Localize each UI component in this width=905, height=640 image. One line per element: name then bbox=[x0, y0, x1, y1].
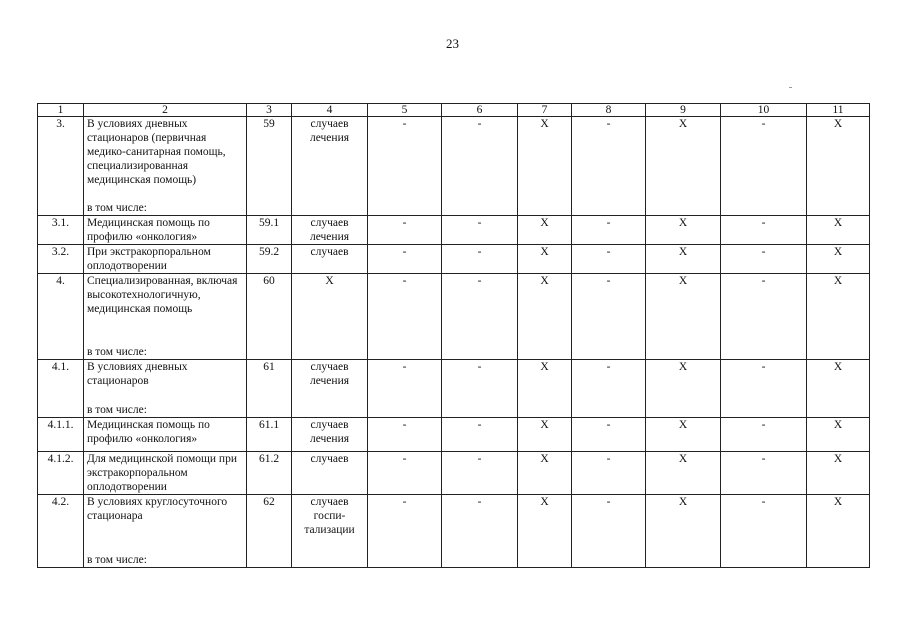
row-value-cell: - bbox=[572, 418, 646, 452]
column-number-cell: 2 bbox=[84, 104, 247, 117]
statistics-table bbox=[37, 103, 870, 568]
table-row bbox=[38, 117, 870, 216]
row-value-cell: - bbox=[721, 245, 807, 274]
row-unit-cell: случаев bbox=[292, 452, 368, 495]
row-unit-cell: случаев bbox=[292, 245, 368, 274]
row-value-cell: Х bbox=[807, 245, 870, 274]
row-value-cell: - bbox=[368, 274, 442, 360]
row-value-cell: - bbox=[368, 245, 442, 274]
column-number-cell: 8 bbox=[572, 104, 646, 117]
row-value-cell: - bbox=[572, 245, 646, 274]
row-value-cell: Х bbox=[646, 360, 721, 418]
row-unit-cell: случаев лечения bbox=[292, 418, 368, 452]
row-number-cell: 4.2. bbox=[38, 495, 84, 568]
row-code-cell: 59.2 bbox=[247, 245, 292, 274]
row-value-cell: Х bbox=[518, 452, 572, 495]
row-value-cell: - bbox=[442, 274, 518, 360]
table-row bbox=[38, 418, 870, 452]
row-value-cell: Х bbox=[807, 216, 870, 245]
table-row bbox=[38, 245, 870, 274]
row-name-cell bbox=[84, 117, 247, 216]
row-value-cell: - bbox=[721, 495, 807, 568]
column-number-cell: 5 bbox=[368, 104, 442, 117]
column-number-cell: 7 bbox=[518, 104, 572, 117]
row-code-cell: 60 bbox=[247, 274, 292, 360]
row-value-cell: - bbox=[442, 418, 518, 452]
row-number-cell: 4.1. bbox=[38, 360, 84, 418]
row-name-text: При экстракорпоральном оплодотворении bbox=[87, 246, 211, 272]
row-number-cell: 3. bbox=[38, 117, 84, 216]
row-value-cell: - bbox=[368, 117, 442, 216]
row-value-cell: - bbox=[721, 117, 807, 216]
row-subtext: в том числе: bbox=[87, 202, 147, 214]
row-name-text: В условиях круглосуточного стационара bbox=[87, 496, 228, 522]
row-value-cell: Х bbox=[518, 245, 572, 274]
row-unit-cell: случаев лечения bbox=[292, 360, 368, 418]
row-value-cell: - bbox=[721, 418, 807, 452]
row-name-text: Медицинская помощь по профилю «онкология» bbox=[87, 217, 210, 243]
row-value-cell: Х bbox=[646, 452, 721, 495]
row-unit-cell: Х bbox=[292, 274, 368, 360]
row-number-cell: 4. bbox=[38, 274, 84, 360]
row-value-cell: Х bbox=[646, 495, 721, 568]
row-value-cell: Х bbox=[518, 360, 572, 418]
row-name-cell bbox=[84, 360, 247, 418]
row-number-cell: 4.1.1. bbox=[38, 418, 84, 452]
row-value-cell: - bbox=[721, 216, 807, 245]
row-name-cell bbox=[84, 452, 247, 495]
column-number-cell: 9 bbox=[646, 104, 721, 117]
row-number-cell: 3.2. bbox=[38, 245, 84, 274]
row-value-cell: Х bbox=[807, 495, 870, 568]
row-code-cell: 61 bbox=[247, 360, 292, 418]
column-number-cell: 10 bbox=[721, 104, 807, 117]
row-value-cell: - bbox=[368, 495, 442, 568]
table-row bbox=[38, 216, 870, 245]
row-name-cell bbox=[84, 216, 247, 245]
row-value-cell: Х bbox=[807, 117, 870, 216]
row-name-text: Для медицинской помощи при экстракорпоральном оплодотворении bbox=[87, 453, 237, 493]
table-row bbox=[38, 360, 870, 418]
row-value-cell: - bbox=[442, 216, 518, 245]
column-number-row bbox=[38, 104, 870, 117]
row-subtext: в том числе: bbox=[87, 554, 147, 566]
row-value-cell: - bbox=[442, 360, 518, 418]
row-name-cell bbox=[84, 274, 247, 360]
row-value-cell: - bbox=[721, 360, 807, 418]
row-value-cell: Х bbox=[646, 216, 721, 245]
page-number: 23 bbox=[446, 36, 459, 51]
row-code-cell: 62 bbox=[247, 495, 292, 568]
row-value-cell: Х bbox=[518, 274, 572, 360]
row-value-cell: - bbox=[572, 495, 646, 568]
column-number-cell: 6 bbox=[442, 104, 518, 117]
row-value-cell: - bbox=[721, 274, 807, 360]
table-row bbox=[38, 274, 870, 360]
row-name-text: Медицинская помощь по профилю «онкология» bbox=[87, 419, 210, 445]
row-value-cell: Х bbox=[807, 360, 870, 418]
table-row bbox=[38, 495, 870, 568]
row-code-cell: 59.1 bbox=[247, 216, 292, 245]
row-value-cell: Х bbox=[646, 117, 721, 216]
row-value-cell: - bbox=[572, 452, 646, 495]
row-value-cell: Х bbox=[518, 117, 572, 216]
row-name-text: В условиях дневных стационаров bbox=[87, 361, 188, 387]
table-row bbox=[38, 452, 870, 495]
row-name-text: В условиях дневных стационаров (первичная медико-санитарная помощь, специализированная медицинская помощь) bbox=[87, 118, 226, 186]
row-value-cell: - bbox=[368, 452, 442, 495]
row-name-cell bbox=[84, 245, 247, 274]
row-value-cell: - bbox=[442, 495, 518, 568]
row-unit-cell: случаев лечения bbox=[292, 216, 368, 245]
row-value-cell: - bbox=[442, 245, 518, 274]
row-subtext: в том числе: bbox=[87, 346, 147, 358]
row-value-cell: - bbox=[442, 452, 518, 495]
column-number-cell: 4 bbox=[292, 104, 368, 117]
row-number-cell: 4.1.2. bbox=[38, 452, 84, 495]
row-value-cell: - bbox=[721, 452, 807, 495]
scan-artifact-mark bbox=[789, 87, 792, 88]
row-code-cell: 61.1 bbox=[247, 418, 292, 452]
row-code-cell: 59 bbox=[247, 117, 292, 216]
row-number-cell: 3.1. bbox=[38, 216, 84, 245]
row-value-cell: Х bbox=[518, 495, 572, 568]
row-value-cell: Х bbox=[807, 274, 870, 360]
column-number-cell: 1 bbox=[38, 104, 84, 117]
row-value-cell: - bbox=[572, 216, 646, 245]
row-subtext: в том числе: bbox=[87, 404, 147, 416]
row-value-cell: Х bbox=[646, 274, 721, 360]
row-name-cell bbox=[84, 418, 247, 452]
row-value-cell: - bbox=[368, 360, 442, 418]
row-value-cell: Х bbox=[518, 418, 572, 452]
row-value-cell: Х bbox=[807, 452, 870, 495]
row-value-cell: - bbox=[368, 418, 442, 452]
column-number-cell: 11 bbox=[807, 104, 870, 117]
row-value-cell: Х bbox=[646, 245, 721, 274]
row-unit-cell: случаев лечения bbox=[292, 117, 368, 216]
row-value-cell: Х bbox=[807, 418, 870, 452]
row-name-cell bbox=[84, 495, 247, 568]
row-value-cell: Х bbox=[646, 418, 721, 452]
row-value-cell: - bbox=[442, 117, 518, 216]
column-number-cell: 3 bbox=[247, 104, 292, 117]
row-value-cell: Х bbox=[518, 216, 572, 245]
row-value-cell: - bbox=[572, 274, 646, 360]
row-name-text: Специализированная, включая высокотехнологичную, медицинская помощь bbox=[87, 275, 238, 315]
row-value-cell: - bbox=[572, 117, 646, 216]
row-code-cell: 61.2 bbox=[247, 452, 292, 495]
row-value-cell: - bbox=[572, 360, 646, 418]
row-value-cell: - bbox=[368, 216, 442, 245]
row-unit-cell: случаев госпи-тализации bbox=[292, 495, 368, 568]
